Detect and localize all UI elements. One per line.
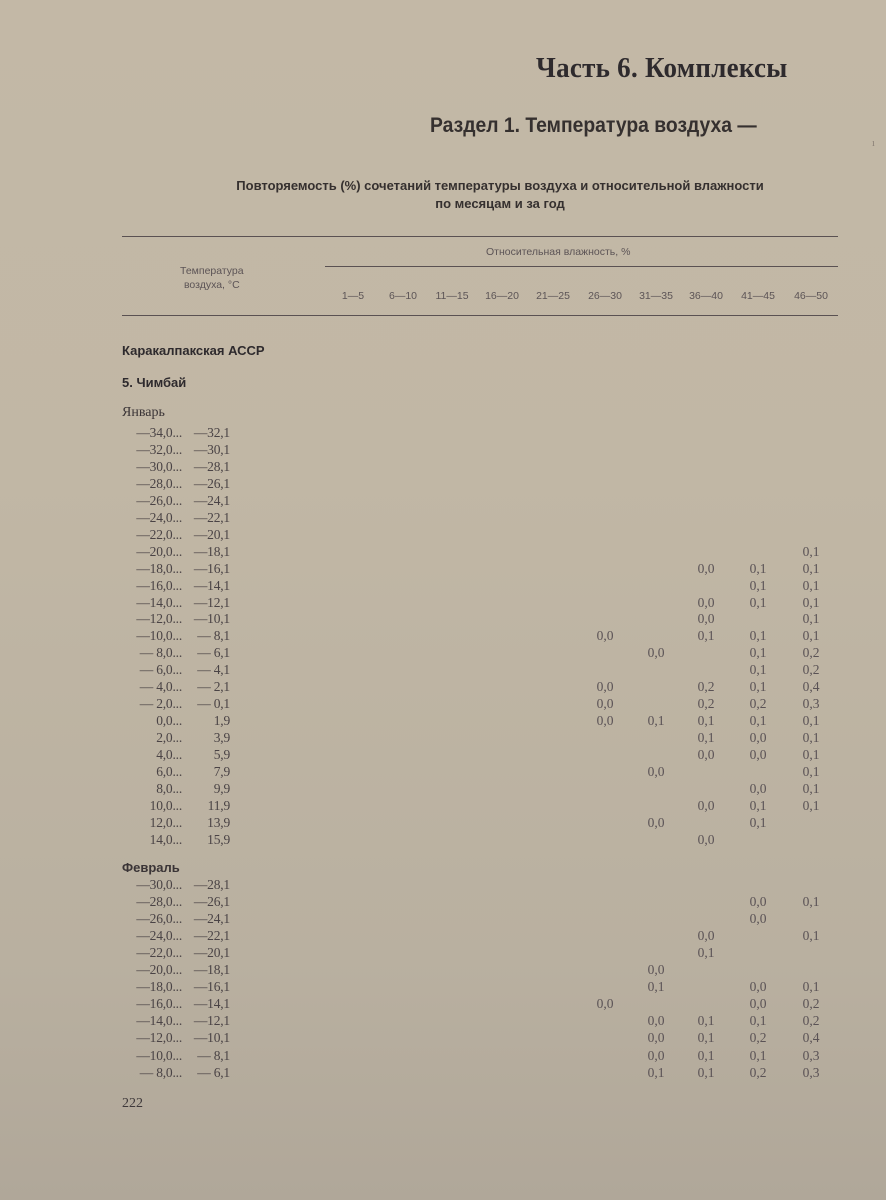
table-cell: 0,0: [647, 1047, 665, 1063]
range-to: —28,1: [193, 458, 230, 474]
range-to: —22,1: [193, 509, 230, 525]
range-to: — 8,1: [197, 628, 230, 644]
table-row: [0, 730, 886, 747]
column-header: 41—45: [741, 290, 775, 302]
range-to: 1,9: [213, 713, 230, 729]
temperature-range: [122, 764, 234, 780]
station-heading: 5. Чимбай: [122, 375, 187, 390]
table-row: [0, 679, 886, 696]
temperature-range: [122, 493, 234, 509]
table-cell: 0,1: [749, 679, 767, 695]
range-from: —16,0...: [136, 996, 182, 1012]
temperature-range: [122, 1030, 234, 1046]
temperature-range: [122, 815, 234, 831]
table-top-rule: [122, 236, 838, 237]
range-from: —18,0...: [136, 560, 182, 576]
column-header: 21—25: [536, 290, 570, 302]
table-row: [0, 894, 886, 911]
temperature-range: [122, 781, 234, 797]
range-to: 11,9: [207, 797, 230, 813]
range-from: —24,0...: [136, 928, 182, 944]
temperature-range: [122, 662, 234, 678]
range-to: —14,1: [193, 577, 230, 593]
range-to: —14,1: [193, 996, 230, 1012]
table-cell: 0,1: [802, 894, 820, 910]
table-cell: 0,1: [802, 797, 820, 813]
table-row: [0, 611, 886, 628]
table-row: [0, 781, 886, 798]
table-cell: 0,1: [749, 797, 767, 813]
table-row: [0, 527, 886, 544]
row-header-line-1: Температура: [180, 265, 244, 277]
table-cell: 0,4: [802, 679, 820, 695]
range-to: 3,9: [213, 730, 230, 746]
table-cell: 0,2: [802, 996, 820, 1012]
table-cell: 0,0: [647, 962, 665, 978]
table-cell: 0,2: [802, 1013, 820, 1029]
range-from: — 4,0...: [139, 679, 182, 695]
range-from: —12,0...: [136, 1030, 182, 1046]
table-row: [0, 747, 886, 764]
table-cell: 0,1: [697, 945, 715, 961]
table-row: [0, 595, 886, 612]
table-cell: 0,1: [802, 611, 820, 627]
range-from: —14,0...: [136, 594, 182, 610]
range-from: —24,0...: [136, 509, 182, 525]
temperature-range: [122, 894, 234, 910]
temperature-range: [122, 832, 234, 848]
table-row: [0, 877, 886, 894]
range-from: —32,0...: [136, 441, 182, 457]
range-from: —20,0...: [136, 543, 182, 559]
table-cell: 0,0: [697, 928, 715, 944]
table-cell: 0,0: [596, 696, 614, 712]
table-row: [0, 578, 886, 595]
month-heading-january: Январь: [122, 405, 165, 420]
part-title: Часть 6. Комплексы: [536, 52, 788, 84]
temperature-range: [122, 1048, 234, 1064]
table-row: [0, 442, 886, 459]
range-from: —30,0...: [136, 877, 182, 892]
table-row: [0, 1013, 886, 1030]
table-row: [0, 425, 886, 442]
table-cell: 0,1: [802, 560, 820, 576]
temperature-range: [122, 962, 234, 978]
range-to: —24,1: [193, 492, 230, 508]
column-header: 16—20: [485, 290, 519, 302]
table-row: [0, 628, 886, 645]
range-from: 10,0...: [149, 797, 182, 813]
range-from: —30,0...: [136, 458, 182, 474]
range-from: —10,0...: [136, 628, 182, 644]
range-from: 8,0...: [156, 780, 182, 796]
table-cell: 0,0: [749, 996, 767, 1012]
table-row: [0, 1048, 886, 1065]
table-cell: 0,0: [647, 645, 665, 661]
table-cell: 0,1: [697, 713, 715, 729]
range-from: 14,0...: [149, 831, 182, 847]
table-cell: 0,2: [802, 645, 820, 661]
table-header-bottom-rule: [122, 315, 838, 316]
range-to: 7,9: [213, 764, 230, 779]
table-row: [0, 979, 886, 996]
group-header-rule: [325, 266, 838, 267]
table-cell: 0,1: [802, 764, 820, 779]
table-row: [0, 459, 886, 476]
range-to: — 0,1: [197, 696, 230, 712]
table-cell: 0,0: [697, 594, 715, 610]
temperature-range: [122, 595, 234, 611]
table-cell: 0,1: [749, 645, 767, 661]
temperature-range: [122, 442, 234, 458]
range-to: — 4,1: [197, 662, 230, 678]
temperature-range: [122, 996, 234, 1012]
range-from: — 8,0...: [139, 1064, 182, 1080]
table-cell: 0,3: [802, 696, 820, 712]
table-cell: 0,0: [749, 911, 767, 927]
table-caption-line-1: Повторяемость (%) сочетаний температуры воздуха и относительной влажности: [236, 178, 764, 193]
range-from: —12,0...: [136, 611, 182, 627]
temperature-range: [122, 747, 234, 763]
temperature-range: [122, 1065, 234, 1081]
range-from: 6,0...: [156, 764, 182, 779]
range-to: —20,1: [193, 945, 230, 961]
temperature-range: [122, 628, 234, 644]
table-cell: 0,0: [697, 797, 715, 813]
temperature-range: [122, 798, 234, 814]
temperature-range: [122, 527, 234, 543]
table-cell: 0,1: [697, 1064, 715, 1080]
table-row: [0, 911, 886, 928]
range-from: — 8,0...: [139, 645, 182, 661]
table-cell: 0,4: [802, 1030, 820, 1046]
temperature-range: [122, 459, 234, 475]
table-cell: 0,0: [749, 747, 767, 763]
table-row: [0, 561, 886, 578]
table-row: [0, 962, 886, 979]
table-cell: 0,0: [647, 1030, 665, 1046]
range-from: —26,0...: [136, 492, 182, 508]
range-from: —28,0...: [136, 894, 182, 910]
group-header: Относительная влажность, %: [486, 246, 631, 258]
range-to: —16,1: [193, 560, 230, 576]
temperature-range: [122, 696, 234, 712]
table-cell: 0,1: [749, 560, 767, 576]
edge-mark: ı: [872, 138, 875, 149]
temperature-range: [122, 561, 234, 577]
range-from: —18,0...: [136, 979, 182, 995]
range-to: —28,1: [193, 877, 230, 892]
range-to: —16,1: [193, 979, 230, 995]
page-number: 222: [122, 1096, 143, 1111]
table-row: [0, 832, 886, 849]
range-to: — 2,1: [197, 679, 230, 695]
table-row: [0, 945, 886, 962]
table-cell: 0,1: [749, 628, 767, 644]
temperature-range: [122, 979, 234, 995]
column-header: 36—40: [689, 290, 723, 302]
table-cell: 0,1: [802, 780, 820, 796]
table-row: [0, 662, 886, 679]
column-header: 6—10: [388, 290, 418, 302]
table-cell: 0,1: [647, 713, 665, 729]
table-cell: 0,1: [802, 730, 820, 746]
range-to: —18,1: [193, 543, 230, 559]
table-cell: 0,0: [647, 814, 665, 830]
temperature-range: [122, 425, 234, 441]
row-header: [180, 264, 244, 292]
table-cell: 0,1: [749, 1013, 767, 1029]
table-row: [0, 928, 886, 945]
temperature-range: [122, 544, 234, 560]
range-to: 9,9: [213, 780, 230, 796]
range-to: —20,1: [193, 526, 230, 542]
range-to: —12,1: [193, 594, 230, 610]
range-to: — 6,1: [197, 1064, 230, 1080]
table-cell: 0,3: [802, 1047, 820, 1063]
table-cell: 0,1: [802, 713, 820, 729]
table-cell: 0,2: [697, 696, 715, 712]
table-cell: 0,1: [802, 979, 820, 995]
table-row: [0, 1030, 886, 1047]
temperature-range: [122, 911, 234, 927]
range-to: —26,1: [193, 894, 230, 910]
temperature-range: [122, 713, 234, 729]
table-cell: 0,1: [802, 577, 820, 593]
table-cell: 0,0: [647, 1013, 665, 1029]
range-to: —30,1: [193, 441, 230, 457]
range-to: — 8,1: [197, 1047, 230, 1063]
table-row: [0, 493, 886, 510]
table-cell: 0,1: [802, 543, 820, 559]
range-to: 13,9: [207, 814, 230, 830]
range-to: —10,1: [193, 611, 230, 627]
table-row: [0, 696, 886, 713]
table-row: [0, 544, 886, 561]
table-row: [0, 996, 886, 1013]
table-caption-line-2: по месяцам и за год: [435, 196, 565, 211]
range-to: —24,1: [193, 911, 230, 927]
table-cell: 0,1: [749, 577, 767, 593]
table-cell: 0,3: [802, 1064, 820, 1080]
table-cell: 0,0: [697, 831, 715, 847]
section-title: Раздел 1. Температура воздуха —: [430, 114, 757, 137]
temperature-range: [122, 645, 234, 661]
table-cell: 0,0: [596, 713, 614, 729]
column-header: 26—30: [588, 290, 622, 302]
table-cell: 0,1: [749, 713, 767, 729]
range-from: — 2,0...: [139, 696, 182, 712]
table-cell: 0,0: [697, 611, 715, 627]
range-to: — 6,1: [197, 645, 230, 661]
table-cell: 0,2: [749, 1064, 767, 1080]
table-cell: 0,2: [802, 662, 820, 678]
range-to: —22,1: [193, 928, 230, 944]
table-cell: 0,0: [697, 560, 715, 576]
table-row: [0, 476, 886, 493]
range-from: —14,0...: [136, 1013, 182, 1029]
table-cell: 0,2: [749, 1030, 767, 1046]
table-cell: 0,0: [596, 628, 614, 644]
table-cell: 0,2: [749, 696, 767, 712]
table-row: [0, 510, 886, 527]
temperature-range: [122, 611, 234, 627]
range-from: 4,0...: [156, 747, 182, 763]
range-to: —26,1: [193, 475, 230, 491]
range-from: —10,0...: [136, 1047, 182, 1063]
range-from: — 6,0...: [139, 662, 182, 678]
table-cell: 0,1: [802, 628, 820, 644]
temperature-range: [122, 476, 234, 492]
table-cell: 0,1: [802, 928, 820, 944]
temperature-range: [122, 1013, 234, 1029]
table-cell: 0,1: [697, 730, 715, 746]
temperature-range: [122, 877, 234, 893]
range-from: —26,0...: [136, 911, 182, 927]
column-header: 1—5: [341, 290, 365, 302]
row-header-line-2: воздуха, °С: [183, 279, 240, 291]
region-heading: Каракалпакская АССР: [122, 343, 265, 358]
month-heading-february: Февраль: [122, 860, 180, 875]
column-header: 31—35: [639, 290, 673, 302]
table-cell: 0,0: [647, 764, 665, 779]
column-header: 46—50: [794, 290, 828, 302]
table-cell: 0,1: [749, 594, 767, 610]
range-from: —34,0...: [136, 425, 182, 440]
table-cell: 0,1: [802, 594, 820, 610]
temperature-range: [122, 928, 234, 944]
range-from: 2,0...: [156, 730, 182, 746]
range-from: 0,0...: [156, 713, 182, 729]
table-cell: 0,2: [697, 679, 715, 695]
table-cell: 0,1: [697, 1013, 715, 1029]
temperature-range: [122, 679, 234, 695]
table-cell: 0,1: [647, 979, 665, 995]
range-to: —18,1: [193, 962, 230, 978]
table-row: [0, 713, 886, 730]
range-from: 12,0...: [149, 814, 182, 830]
column-header: 11—15: [435, 290, 469, 302]
range-to: —32,1: [193, 425, 230, 440]
table-cell: 0,0: [749, 979, 767, 995]
table-cell: 0,0: [596, 679, 614, 695]
table-cell: 0,0: [749, 780, 767, 796]
temperature-range: [122, 945, 234, 961]
table-cell: 0,1: [697, 628, 715, 644]
table-row: [0, 798, 886, 815]
table-cell: 0,1: [749, 662, 767, 678]
temperature-range: [122, 578, 234, 594]
range-from: —22,0...: [136, 945, 182, 961]
range-from: —28,0...: [136, 475, 182, 491]
temperature-range: [122, 730, 234, 746]
table-cell: 0,1: [749, 1047, 767, 1063]
table-row: [0, 764, 886, 781]
table-row: [0, 645, 886, 662]
table-cell: 0,0: [749, 894, 767, 910]
table-cell: 0,0: [697, 747, 715, 763]
table-cell: 0,1: [697, 1047, 715, 1063]
table-row: [0, 1065, 886, 1082]
table-cell: 0,1: [647, 1064, 665, 1080]
temperature-range: [122, 510, 234, 526]
table-cell: 0,0: [749, 730, 767, 746]
table-cell: 0,1: [802, 747, 820, 763]
table-cell: 0,1: [749, 814, 767, 830]
range-from: —22,0...: [136, 526, 182, 542]
range-from: —20,0...: [136, 962, 182, 978]
range-to: —12,1: [193, 1013, 230, 1029]
range-to: 15,9: [207, 831, 230, 847]
table-row: [0, 815, 886, 832]
table-cell: 0,1: [697, 1030, 715, 1046]
table-cell: 0,0: [596, 996, 614, 1012]
range-to: 5,9: [213, 747, 230, 763]
range-from: —16,0...: [136, 577, 182, 593]
range-to: —10,1: [193, 1030, 230, 1046]
